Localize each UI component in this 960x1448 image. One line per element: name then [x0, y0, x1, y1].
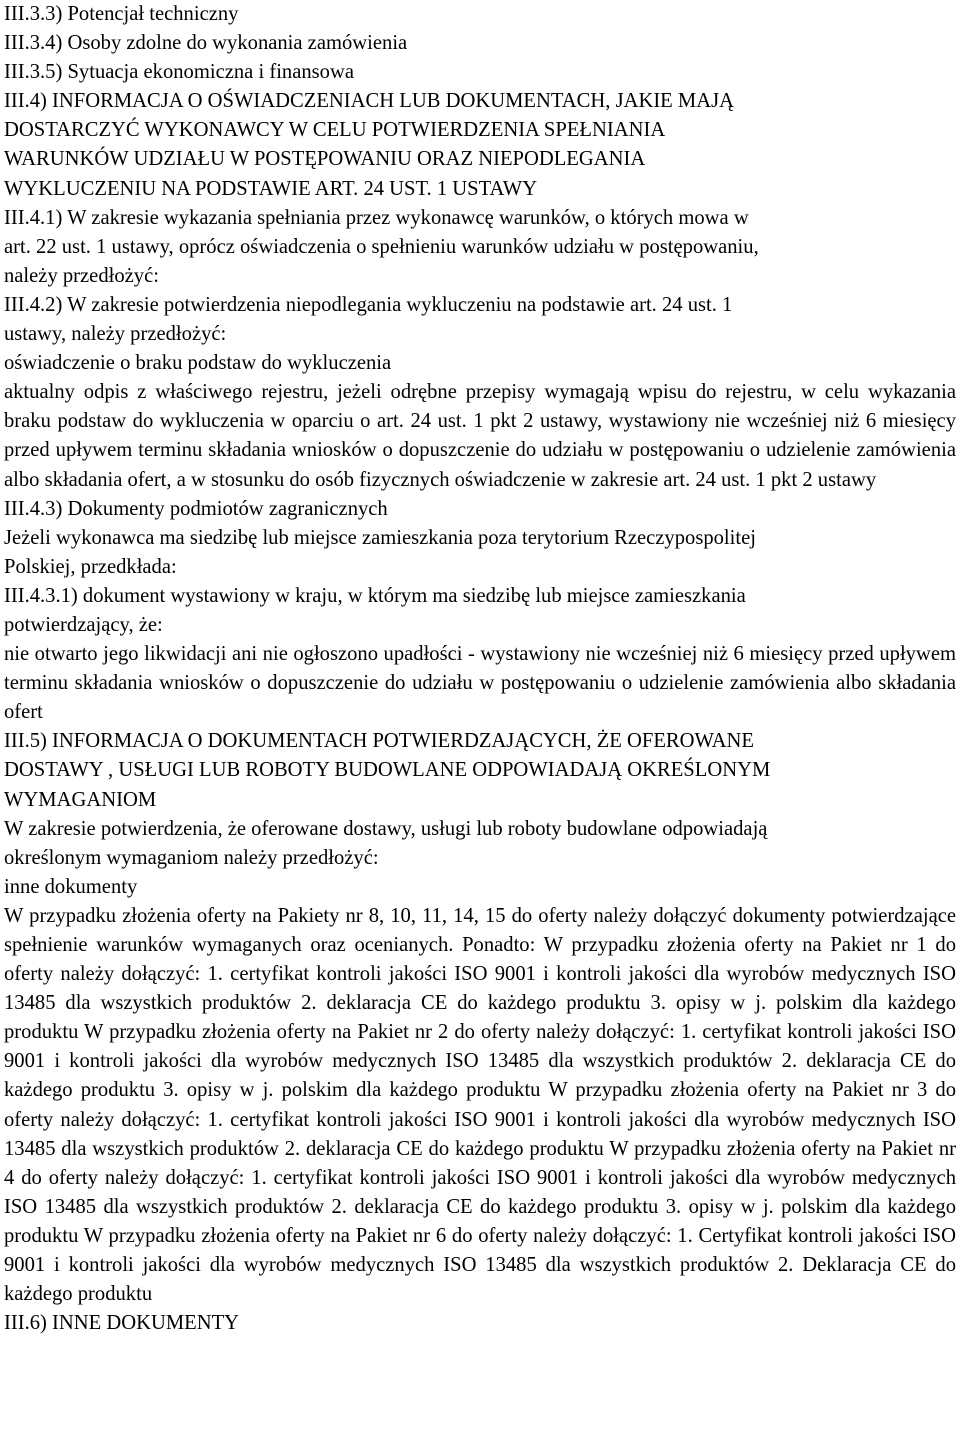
section-heading-4-line: III.4) INFORMACJA O OŚWIADCZENIACH LUB DOKUMENTACH, JAKIE MAJĄ [4, 90, 734, 113]
section-4-1-line: III.4.1) W zakresie wykazania spełniania przez wykonawcę warunków, o których mowa w [4, 206, 749, 229]
section-heading-5-line: III.5) INFORMACJA O DOKUMENTACH POTWIERDZAJĄCYCH, ŻE OFEROWANE [4, 730, 755, 753]
section-heading-5-line: DOSTAWY , USŁUGI LUB ROBOTY BUDOWLANE ODPOWIADAJĄ OKREŚLONYM [4, 759, 771, 782]
section-5-item: inne dokumenty [4, 875, 138, 898]
section-heading-4-3: III.4.3) Dokumenty podmiotów zagranicznych [4, 497, 388, 520]
section-heading-3-5: III.3.5) Sytuacja ekonomiczna i finansowa [4, 61, 354, 84]
section-4-2-item: oświadczenie o braku podstaw do wykluczenia [4, 352, 392, 375]
section-4-3-line: Polskiej, przedkłada: [4, 555, 177, 578]
section-4-2-line: III.4.2) W zakresie potwierdzenia niepodlegania wykluczeniu na podstawie art. 24 ust. 1 [4, 293, 733, 316]
section-heading-3-4: III.3.4) Osoby zdolne do wykonania zamówienia [4, 32, 408, 55]
section-4-3-1-item: nie otwarto jego likwidacji ani nie ogłoszono upadłości - wystawiony nie wcześniej niż 6 miesięcy przed upływem terminu składania wniosków o dopuszczenie do udziału w postępowaniu o udzielenie zamówienia albo składania ofert [4, 643, 956, 724]
section-heading-4-line: WYKLUCZENIU NA PODSTAWIE ART. 24 UST. 1 USTAWY [4, 177, 538, 200]
section-heading-4-line: WARUNKÓW UDZIAŁU W POSTĘPOWANIU ORAZ NIEPODLEGANIA [4, 148, 646, 171]
section-heading-6: III.6) INNE DOKUMENTY [4, 1312, 240, 1335]
section-4-3-line: Jeżeli wykonawca ma siedzibę lub miejsce zamieszkania poza terytorium Rzeczypospolitej [4, 526, 756, 549]
section-5-paragraph: W przypadku złożenia oferty na Pakiety nr 8, 10, 11, 14, 15 do oferty należy dołączyć dokumenty potwierdzające spełnienie warunków wymaganych oraz ocenianych. Ponadto: W przypadku złożenia oferty na Pakiet nr 1 do oferty należy dołączyć: 1. certyfikat kontroli jakości ISO 9001 i kontroli jakości dla wyrobów medycznych ISO 13485 dla wszystkich produktów 2. deklaracja CE do każdego produktu 3. opisy w j. polskim dla każdego produktu W przypadku złożenia oferty na Pakiet nr 2 do oferty należy dołączyć: 1. certyfikat kontroli jakości ISO 9001 i kontroli jakości dla wyrobów medycznych ISO 13485 dla wszystkich produktów 2. deklaracja CE do każdego produktu 3. opisy w j. polskim dla każdego produktu W przypadku złożenia oferty na Pakiet nr 3 do oferty należy dołączyć: 1. certyfikat kontroli jakości ISO 9001 i kontroli jakości dla wyrobów medycznych ISO 13485 dla wszystkich produktów 2. deklaracja CE do każdego produktu W przypadku złożenia oferty na Pakiet nr 4 do oferty należy dołączyć: 1. certyfikat kontroli jakości ISO 9001 i kontroli jakości dla wyrobów medycznych ISO 13485 dla wszystkich produktów 2. deklaracja CE do każdego produktu 3. opisy w j. polskim dla każdego produktu W przypadku złożenia oferty na Pakiet nr 6 do oferty należy dołączyć: 1. Certyfikat kontroli jakości ISO 9001 i kontroli jakości dla wyrobów medycznych ISO 13485 dla wszystkich produktów 2. Deklaracja CE do każdego produktu [4, 904, 956, 1306]
section-heading-3-3: III.3.3) Potencjał techniczny [4, 3, 239, 25]
section-4-3-1-line: III.4.3.1) dokument wystawiony w kraju, w którym ma siedzibę lub miejsce zamieszkania [4, 584, 746, 607]
section-4-2-line: ustawy, należy przedłożyć: [4, 323, 227, 346]
section-heading-4-line: DOSTARCZYĆ WYKONAWCY W CELU POTWIERDZENIA SPEŁNIANIA [4, 119, 666, 142]
section-5-line: określonym wymaganiom należy przedłożyć: [4, 846, 379, 869]
document-page [4, 0, 956, 1338]
section-4-3-1-line: potwierdzający, że: [4, 613, 163, 636]
section-4-2-item: aktualny odpis z właściwego rejestru, jeżeli odrębne przepisy wymagają wpisu do rejestru, w celu wykazania braku podstaw do wykluczenia w oparciu o art. 24 ust. 1 pkt 2 ustawy, wystawiony nie wcześniej niż 6 miesięcy przed upływem terminu składania wniosków o dopuszczenie do udziału w postępowaniu o udzielenie zamówienia albo składania ofert, a w stosunku do osób fizycznych oświadczenie w zakresie art. 24 ust. 1 pkt 2 ustawy [4, 381, 956, 491]
section-5-line: W zakresie potwierdzenia, że oferowane dostawy, usługi lub roboty budowlane odpowiadają [4, 817, 768, 840]
section-4-1-line: należy przedłożyć: [4, 264, 159, 287]
section-4-1-line: art. 22 ust. 1 ustawy, oprócz oświadczenia o spełnieniu warunków udziału w postępowaniu, [4, 235, 759, 258]
section-heading-5-line: WYMAGANIOM [4, 788, 157, 811]
